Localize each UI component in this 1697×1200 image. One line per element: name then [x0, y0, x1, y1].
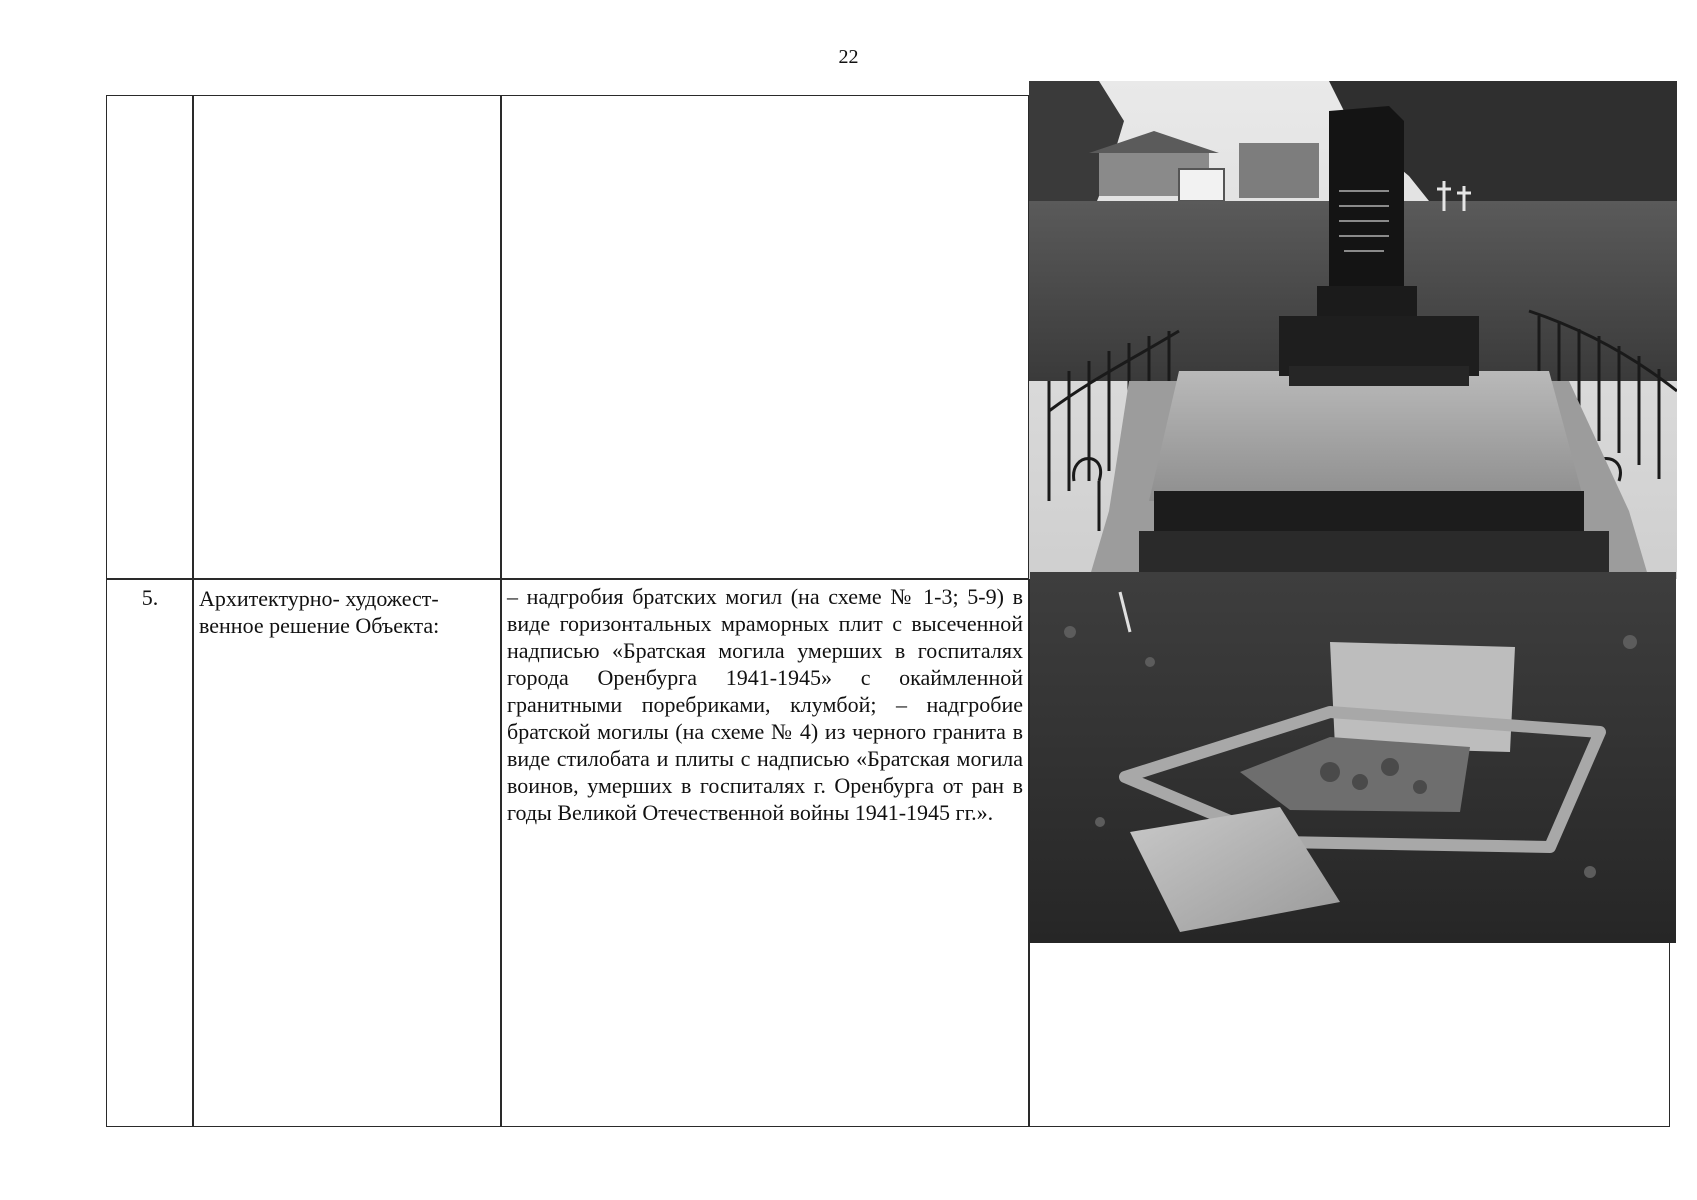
- marble-slab-photo: [1030, 572, 1676, 943]
- row-2-label-cell: [192, 578, 502, 1127]
- row-1-label: [193, 96, 501, 102]
- row-1-description: [501, 96, 1029, 100]
- row-2-label: Архитектурно- художест-венное решение Объекта:: [199, 586, 440, 638]
- monument-photo: [1029, 81, 1677, 579]
- document-table: [106, 95, 1670, 1127]
- page-number: 22: [838, 46, 859, 68]
- row-2-number-cell: [106, 578, 194, 1127]
- row-2-description-cell: [500, 578, 1030, 1127]
- row-1-label-cell: [192, 95, 502, 580]
- row-2-description: – надгробия братских могил (на схеме № 1-3; 5-9) в виде горизонтальных мраморных плит с высеченной надписью «Братская могила умерших в госпиталях города Оренбурга 1941-1945» с окаймленной гранитными поребриками, клумбой; – надгробие братской могилы (на схеме № 4) из черного гранита в виде стилобата и плиты с надписью «Братская могила воинов, умерших в госпиталях г. Оренбурга от ран в годы Великой Отечественной войны 1941-1945 гг.».: [507, 584, 1023, 825]
- row-1-description-cell: [500, 95, 1030, 580]
- row-2-number: 5.: [141, 585, 159, 610]
- row-1-number-cell: [106, 95, 194, 580]
